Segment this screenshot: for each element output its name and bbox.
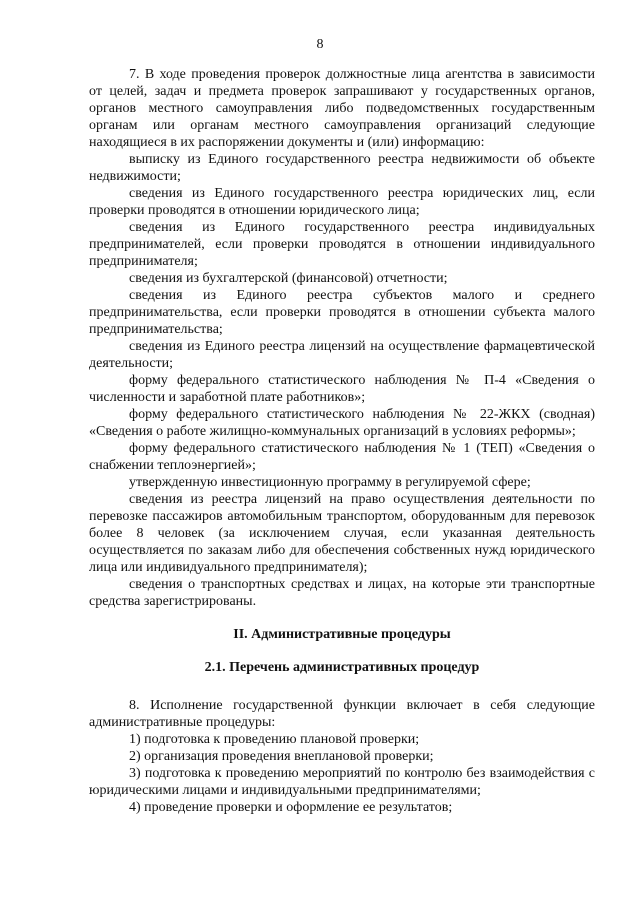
paragraph-item-7: 7. В ходе проведения проверок должностные лица агентства в зависимости от целей, задач и предмета проверок запрашивают у государственных органов, органов местного самоуправления либо подведомственных государственным органам или органам местного самоуправления организаций следующие находящиеся в их распоряжении документы и (или) информацию:	[89, 67, 595, 150]
list-item-vehicles-registration: сведения о транспортных средствах и лицах, на которые эти транспортные средства зарегистрированы.	[89, 577, 595, 609]
list-item-form-p4: форму федерального статистического наблюдения № П-4 «Сведения о численности и заработной плате работников»;	[89, 373, 595, 405]
list-item-entrepreneurs-registry: сведения из Единого государственного реестра индивидуальных предпринимателей, если проверки проводятся в отношении индивидуального предпринимателя;	[89, 220, 595, 269]
page-number: 8	[316, 37, 324, 52]
document-body	[89, 66, 595, 816]
list-item-accounting-statements: сведения из бухгалтерской (финансовой) отчетности;	[129, 271, 448, 286]
list-item-investment-program: утвержденную инвестиционную программу в регулируемой сфере;	[129, 475, 531, 490]
procedure-item-1: 1) подготовка к проведению плановой проверки;	[129, 732, 420, 747]
procedure-item-3: 3) подготовка к проведению мероприятий по контролю без взаимодействия с юридическими лицами и индивидуальными предпринимателями;	[89, 766, 595, 798]
list-item-legal-entities-registry: сведения из Единого государственного реестра юридических лиц, если проверки проводятся в отношении юридического лица;	[89, 186, 595, 218]
list-item-form-1-tep: форму федерального статистического наблюдения № 1 (ТЕП) «Сведения о снабжении теплоэнергией»;	[89, 441, 595, 473]
list-item-sme-registry: сведения из Единого реестра субъектов малого и среднего предпринимательства, если проверки проводятся в отношении субъекта малого предпринимательства;	[89, 288, 595, 337]
subsection-heading: 2.1. Перечень административных процедур	[204, 660, 480, 675]
paragraph-item-8: 8. Исполнение государственной функции включает в себя следующие административные процедуры:	[89, 698, 595, 730]
list-item-transport-licenses: сведения из реестра лицензий на право осуществления деятельности по перевозке пассажиров автомобильным транспортом, оборудованным для перевозок более 8 человек (за исключением случая, если указанная деятельность осуществляется по заказам либо для обеспечения собственных нужд юридического лица или индивидуального предпринимателя);	[89, 492, 595, 575]
section-heading: II. Административные процедуры	[233, 627, 451, 642]
list-item-form-22-zhkh: форму федерального статистического наблюдения № 22-ЖКХ (сводная) «Сведения о работе жилищно-коммунальных организаций в условиях реформы»;	[89, 407, 595, 439]
procedure-item-4: 4) проведение проверки и оформление ее результатов;	[129, 800, 453, 815]
list-item-pharma-licenses: сведения из Единого реестра лицензий на осуществление фармацевтической деятельности;	[89, 339, 595, 371]
list-item-real-estate-registry: выписку из Единого государственного реестра недвижимости об объекте недвижимости;	[89, 152, 595, 184]
procedure-item-2: 2) организация проведения внеплановой проверки;	[129, 749, 434, 764]
